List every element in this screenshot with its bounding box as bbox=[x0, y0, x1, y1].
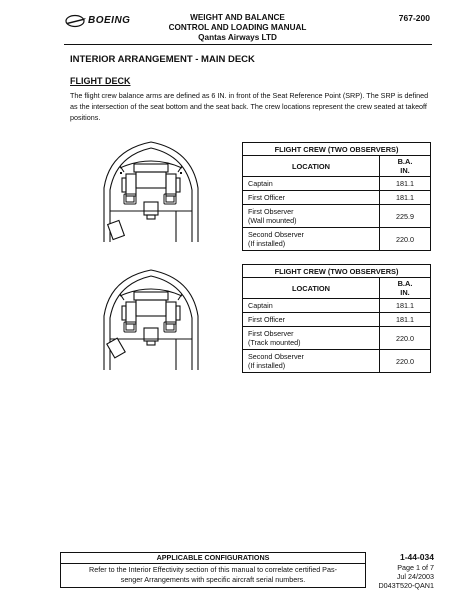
row-value: 220.0 bbox=[380, 228, 431, 251]
row-value: 181.1 bbox=[380, 299, 431, 313]
document-id: D043T520-QAN1 bbox=[378, 581, 434, 590]
col-header-location: LOCATION bbox=[243, 156, 380, 177]
page-of: Page 1 of 7 bbox=[397, 563, 434, 572]
row-location-line1: Second Observer bbox=[248, 352, 304, 361]
col-header-ba bbox=[380, 278, 431, 299]
row-value: 181.1 bbox=[380, 313, 431, 327]
table-row bbox=[243, 191, 431, 205]
row-location bbox=[243, 327, 380, 350]
row-location-line2: (Wall mounted) bbox=[248, 216, 297, 225]
col-header-ba bbox=[380, 156, 431, 177]
row-value: 225.9 bbox=[380, 205, 431, 228]
table-caption: FLIGHT CREW (TWO OBSERVERS) bbox=[243, 143, 431, 156]
row-location-line1: Second Observer bbox=[248, 230, 304, 239]
table-row bbox=[243, 177, 431, 191]
row-location bbox=[243, 205, 380, 228]
logo-wordmark: BOEING bbox=[88, 15, 131, 26]
page-number: 1-44-034 bbox=[399, 552, 434, 562]
manual-title bbox=[160, 13, 315, 43]
revision-date: Jul 24/2003 bbox=[396, 572, 434, 581]
flight-deck-diagram-wall-mounted bbox=[96, 136, 206, 246]
row-value: 181.1 bbox=[380, 191, 431, 205]
table-row bbox=[243, 299, 431, 313]
table-row bbox=[243, 327, 431, 350]
page-info bbox=[376, 552, 434, 590]
config-heading: APPLICABLE CONFIGURATIONS bbox=[61, 553, 365, 564]
table-row bbox=[243, 313, 431, 327]
col-header-ba-line1: B.A. bbox=[397, 279, 413, 288]
crew-table-wall-mounted bbox=[242, 142, 431, 251]
table-row bbox=[243, 228, 431, 251]
config-text-line1: Refer to the Interior Effectivity section of this manual to correlate certified Pas- bbox=[89, 565, 337, 574]
config-text-line2: senger Arrangements with specific aircraft serial numbers. bbox=[120, 574, 306, 584]
row-location-line2: (Track mounted) bbox=[248, 338, 301, 347]
boeing-logo-icon bbox=[64, 14, 88, 28]
row-value: 181.1 bbox=[380, 177, 431, 191]
row-location: First Officer bbox=[243, 313, 380, 327]
applicable-configurations-box bbox=[60, 552, 366, 588]
config-text bbox=[61, 564, 365, 585]
col-header-ba-line2: IN. bbox=[400, 288, 410, 297]
row-location-line2: (If installed) bbox=[248, 361, 286, 370]
row-location-line1: First Observer bbox=[248, 329, 294, 338]
manual-title-line3: Qantas Airways LTD bbox=[198, 33, 277, 42]
row-value: 220.0 bbox=[380, 350, 431, 373]
row-location-line2: (If installed) bbox=[248, 239, 286, 248]
row-location: First Officer bbox=[243, 191, 380, 205]
flight-deck-diagram-track-mounted bbox=[96, 264, 206, 374]
section-title: INTERIOR ARRANGEMENT - MAIN DECK bbox=[70, 54, 255, 65]
manual-title-line1: WEIGHT AND BALANCE bbox=[190, 13, 285, 22]
aircraft-model: 767-200 bbox=[398, 13, 430, 23]
table-caption: FLIGHT CREW (TWO OBSERVERS) bbox=[243, 265, 431, 278]
row-location: Captain bbox=[243, 177, 380, 191]
row-location-line1: First Observer bbox=[248, 207, 294, 216]
row-location bbox=[243, 350, 380, 373]
row-location: Captain bbox=[243, 299, 380, 313]
col-header-ba-line1: B.A. bbox=[397, 157, 413, 166]
table-row bbox=[243, 205, 431, 228]
manual-title-line2: CONTROL AND LOADING MANUAL bbox=[168, 23, 307, 32]
crew-table-track-mounted bbox=[242, 264, 431, 373]
header-rule bbox=[64, 44, 432, 45]
col-header-location: LOCATION bbox=[243, 278, 380, 299]
table-row bbox=[243, 350, 431, 373]
intro-paragraph: The flight crew balance arms are defined as 6 IN. in front of the Seat Reference Point (SRP). The SRP is defined as the intersection of the seat bottom and the seat back. The crew locations represent the crew seated at takeoff positions. bbox=[70, 91, 429, 122]
row-value: 220.0 bbox=[380, 327, 431, 350]
boeing-logo bbox=[64, 14, 148, 28]
subsection-title: FLIGHT DECK bbox=[70, 76, 131, 86]
row-location bbox=[243, 228, 380, 251]
col-header-ba-line2: IN. bbox=[400, 166, 410, 175]
